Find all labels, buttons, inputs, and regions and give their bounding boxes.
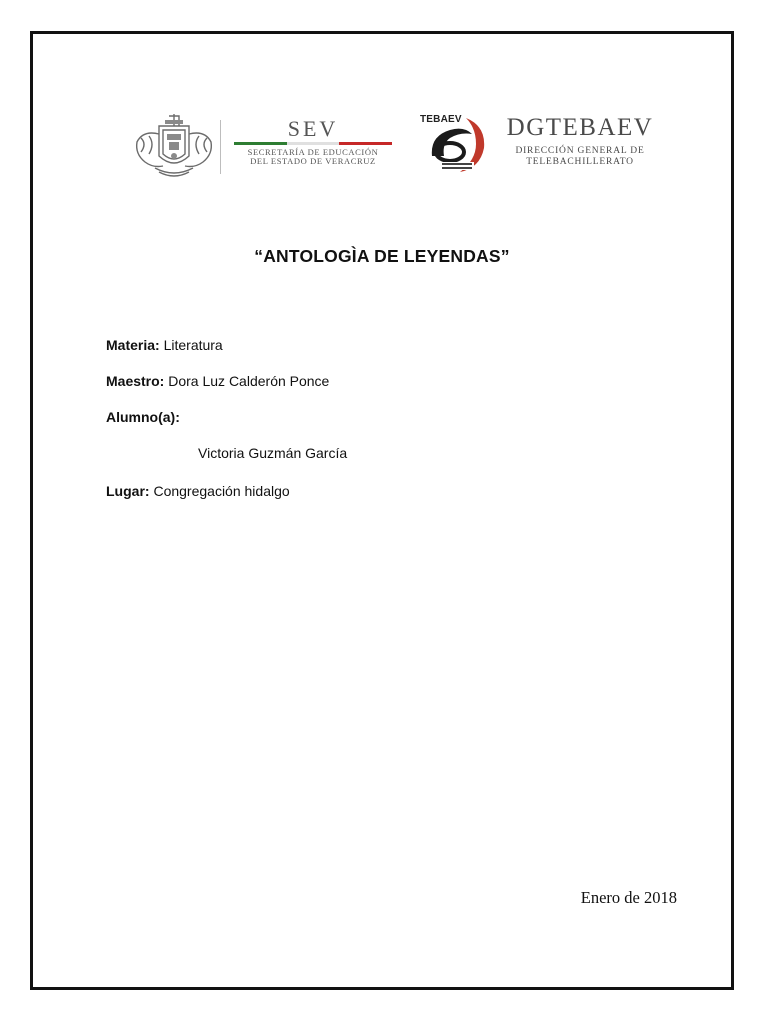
- field-alumno: [106, 408, 180, 426]
- tebaev-logo: [420, 112, 496, 176]
- sev-logo: [230, 118, 396, 166]
- field-materia: [106, 336, 223, 354]
- field-maestro-value: Dora Luz Calderón Ponce: [168, 373, 330, 389]
- field-lugar-value: Congregación hidalgo: [153, 483, 290, 499]
- header-logos: [33, 34, 731, 234]
- dgtebaev-logo-subtitle-1: DIRECCIÓN GENERAL DE: [515, 146, 645, 156]
- field-alumno-label: Alumno(a):: [106, 409, 180, 425]
- logo-divider: [220, 120, 221, 174]
- field-materia-label: Materia:: [106, 337, 160, 353]
- field-alumno-value: Victoria Guzmán García: [198, 445, 348, 461]
- sev-logo-rule: [234, 142, 392, 145]
- field-lugar: [106, 482, 290, 500]
- document-date: Enero de 2018: [580, 888, 677, 907]
- field-maestro: [106, 372, 329, 390]
- sev-logo-title: SEV: [287, 116, 339, 141]
- field-materia-value: Literatura: [163, 337, 223, 353]
- field-lugar-label: Lugar:: [106, 483, 150, 499]
- dgtebaev-logo-title: DGTEBAEV: [506, 114, 654, 141]
- tebaev-wordmark: TEBAEV: [420, 114, 462, 125]
- tebaev-emblem-icon: [420, 112, 496, 176]
- dgtebaev-logo-subtitle-2: TELEBACHILLERATO: [526, 157, 634, 167]
- sev-logo-subtitle-1: SECRETARÍA DE EDUCACIÓN: [247, 147, 379, 157]
- field-maestro-label: Maestro:: [106, 373, 165, 389]
- dgtebaev-logo: [500, 114, 660, 167]
- page-frame: [30, 31, 734, 990]
- veracruz-coat-of-arms-icon: [129, 112, 219, 180]
- sev-logo-subtitle-2: DEL ESTADO DE VERACRUZ: [250, 156, 376, 166]
- document-title: “ANTOLOGÌA DE LEYENDAS”: [254, 246, 510, 266]
